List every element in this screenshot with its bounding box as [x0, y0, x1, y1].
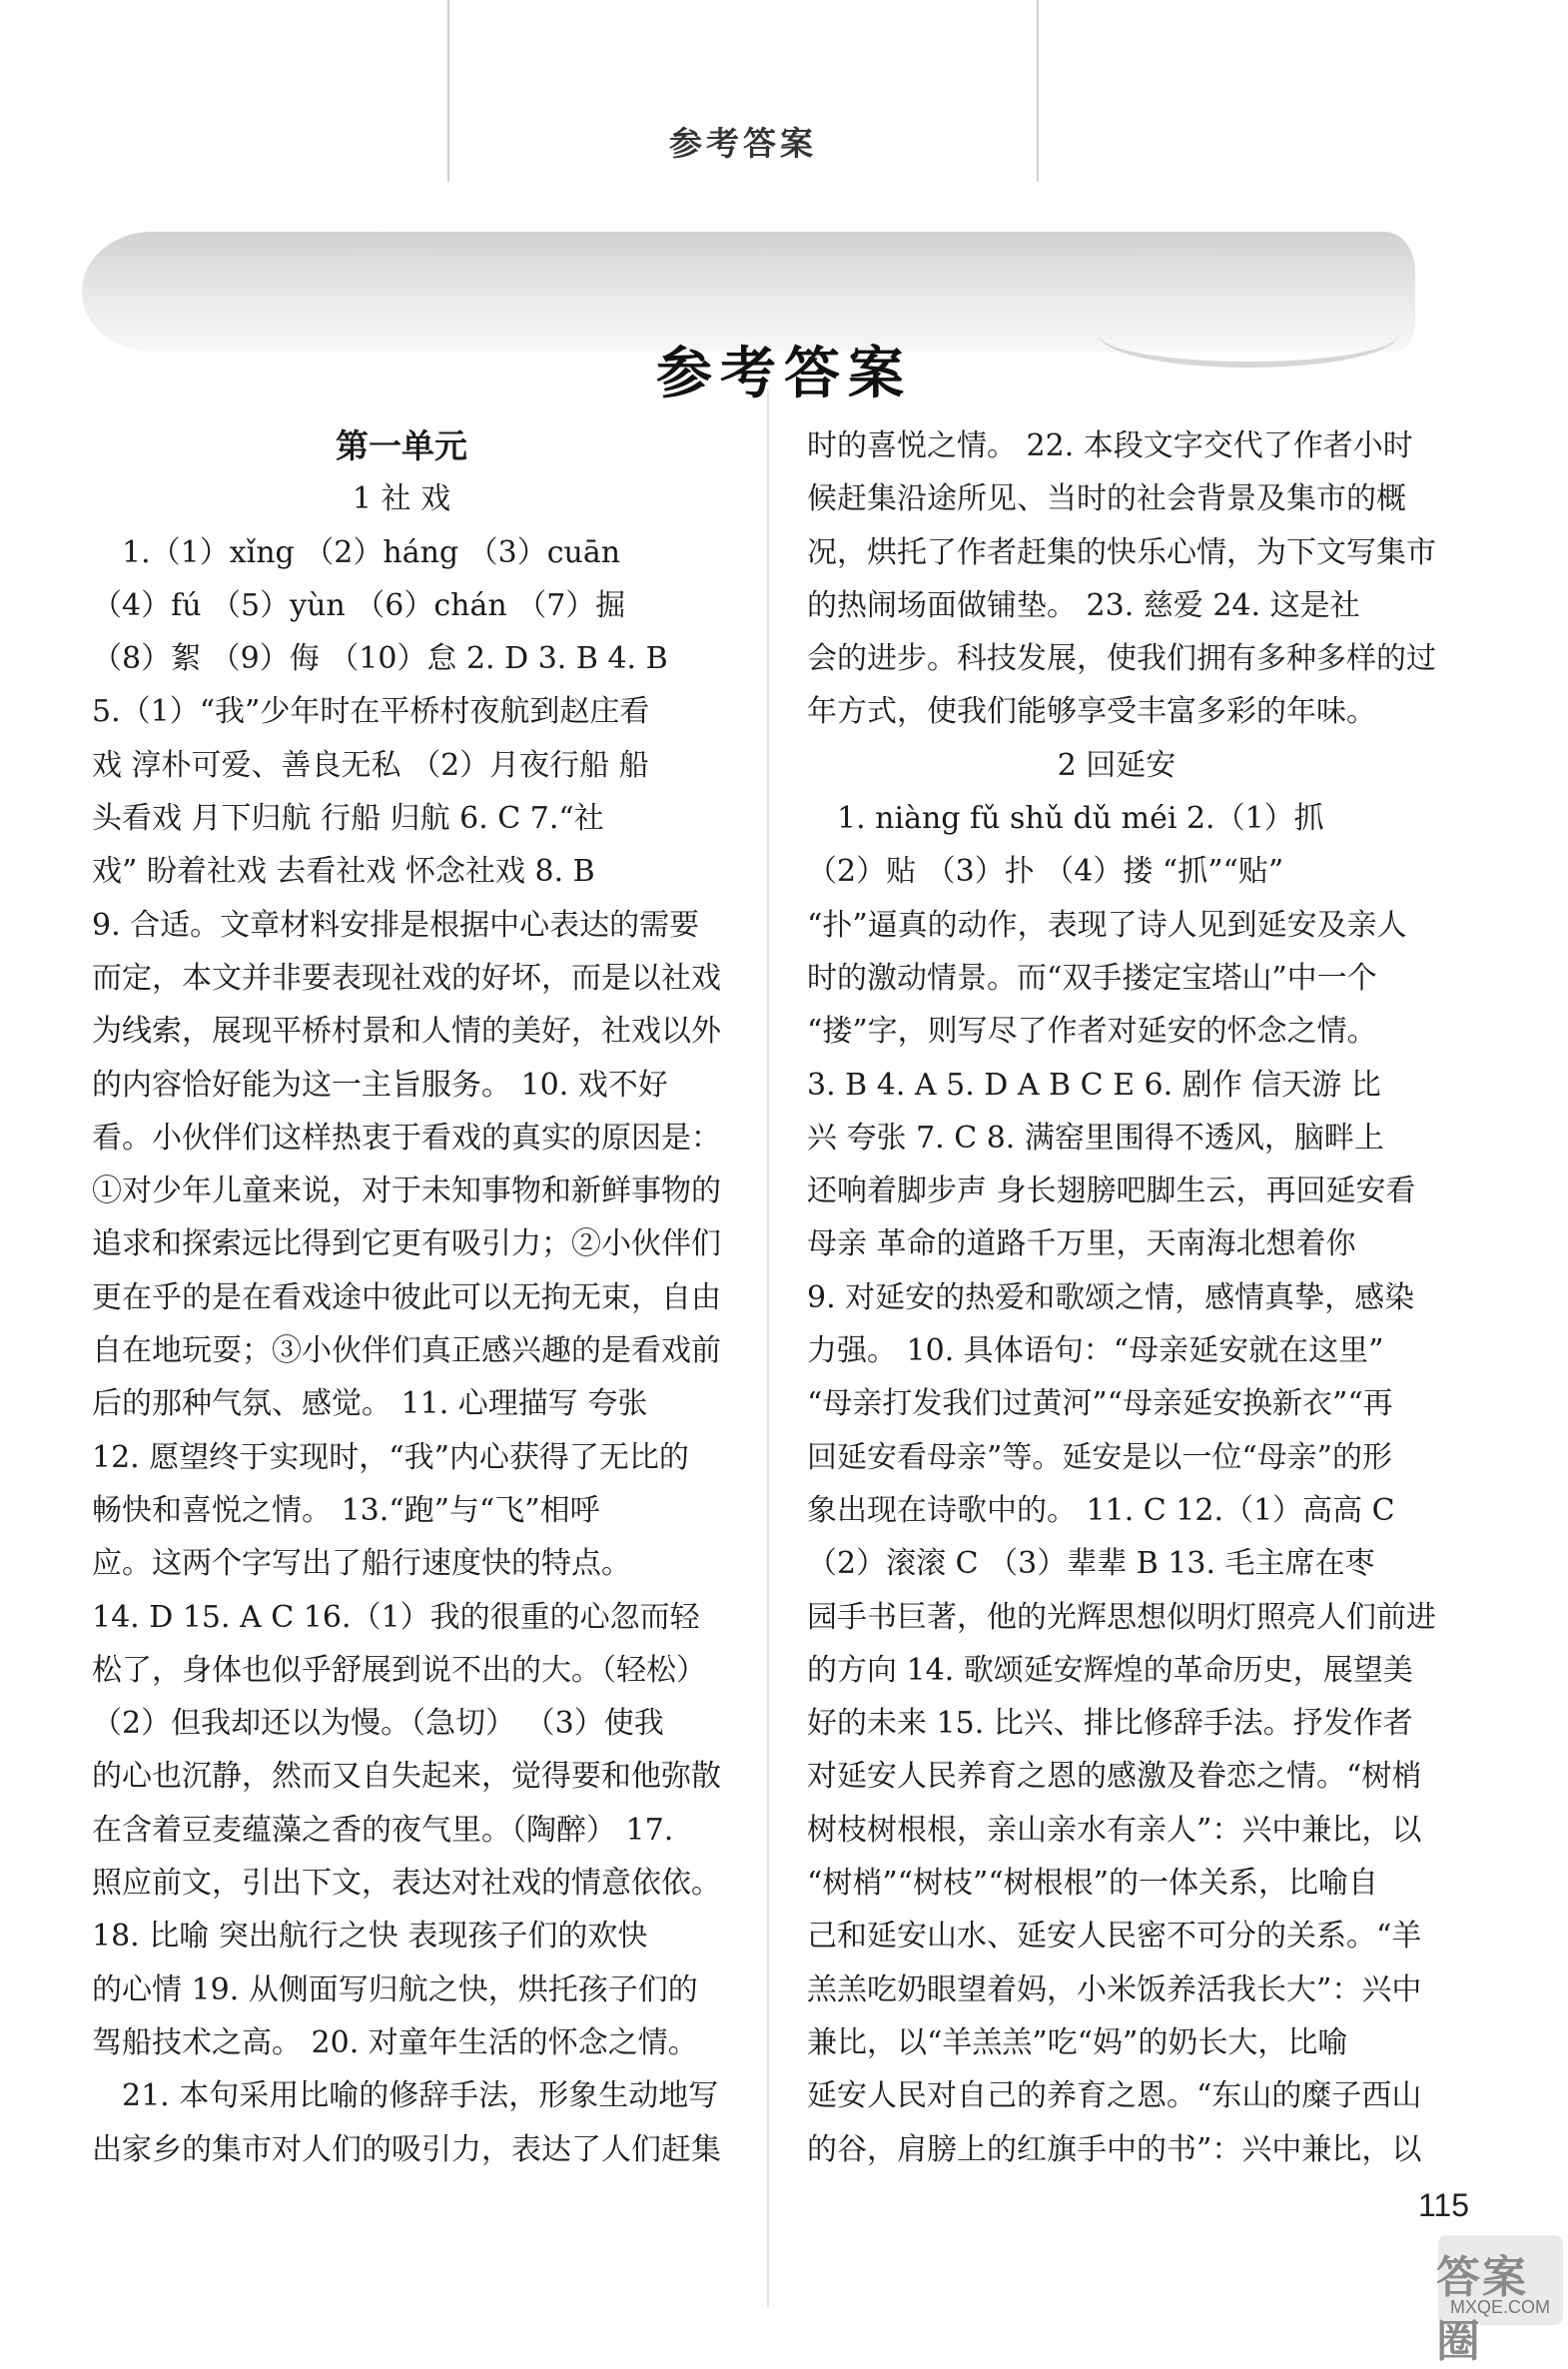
text-line: 况，烘托了作者赶集的快乐心情，为下文写集市	[807, 534, 1436, 570]
text-line: （2）贴 （3）扑 （4）搂 “抓”“贴”	[807, 854, 1284, 890]
lesson-title: 2 回延安	[1057, 747, 1176, 783]
running-header	[447, 0, 1039, 182]
text-line: 更在乎的是在看戏途中彼此可以无拘无束，自由	[92, 1279, 721, 1315]
column-divider	[767, 390, 769, 2307]
text-line: 自在地玩耍；③小伙伴们真正感兴趣的是看戏前	[92, 1333, 721, 1369]
text-line: 追求和探索远比得到它更有吸引力；②小伙伴们	[92, 1226, 721, 1262]
text-line: 14. D 15. A C 16.（1）我的很重的心忽而轻	[92, 1599, 700, 1635]
text-line: 羔羔吃奶眼望着妈，小米饭养活我长大”：兴中	[807, 1972, 1422, 2007]
text-line: 1. niàng fǔ shǔ dǔ méi 2.（1）抓	[837, 801, 1324, 837]
text-line: 应。这两个字写出了船行速度快的特点。	[92, 1546, 631, 1582]
text-line: 候赶集沿途所见、当时的社会背景及集市的概	[807, 481, 1406, 517]
text-line: 兼比，以“羊羔羔”吃“妈”的奶长大，比喻	[807, 2024, 1348, 2060]
left-column	[92, 419, 721, 2176]
text-line: 的内容恰好能为这一主旨服务。 10. 戏不好	[92, 1067, 668, 1103]
text-line: （4）fú （5）yùn （6）chán （7）掘	[92, 587, 626, 623]
text-line: 出家乡的集市对人们的吸引力，表达了人们赶集	[92, 2131, 721, 2167]
text-line: 的热闹场面做铺垫。 23. 慈爱 24. 这是社	[807, 587, 1360, 623]
text-line: 树枝树根根，亲山亲水有亲人”：兴中兼比，以	[807, 1812, 1422, 1848]
text-line: 己和延安山水、延安人民密不可分的关系。“羊	[807, 1919, 1422, 1955]
text-line: 会的进步。科技发展，使我们拥有多种多样的过	[807, 641, 1436, 677]
text-line: “搂”字，则写尽了作者对延安的怀念之情。	[807, 1014, 1377, 1050]
page-title: 参考答案	[656, 342, 912, 406]
watermark-text: 答案圈	[1436, 2253, 1528, 2366]
text-line: 为线索，展现平桥村景和人情的美好，社戏以外	[92, 1014, 721, 1050]
running-header-label: 参考答案	[669, 124, 817, 163]
text-line: 松了，身体也似乎舒展到说不出的大。（轻松）	[92, 1652, 706, 1688]
text-line: 头看戏 月下归航 行船 归航 6. C 7.“社	[92, 801, 604, 837]
text-line: 的心也沉静，然而又自失起来，觉得要和他弥散	[92, 1759, 721, 1795]
text-line: 戏 淳朴可爱、善良无私 （2）月夜行船 船	[92, 747, 649, 783]
text-line: 驾船技术之高。 20. 对童年生活的怀念之情。	[92, 2024, 698, 2060]
text-line: 时的激动情景。而“双手搂定宝塔山”中一个	[807, 960, 1377, 996]
text-line: “树梢”“树枝”“树根根”的一体关系，比喻自	[807, 1866, 1379, 1902]
text-line: 9. 合适。文章材料安排是根据中心表达的需要	[92, 907, 700, 943]
text-line: 21. 本句采用比喻的修辞手法，形象生动地写	[122, 2078, 719, 2114]
text-line: ①对少年儿童来说，对于未知事物和新鲜事物的	[92, 1174, 721, 1209]
text-line: 的方向 14. 歌颂延安辉煌的革命历史，展望美	[807, 1652, 1413, 1688]
text-line: （8）絮 （9）侮 （10）怠 2. D 3. B 4. B	[92, 641, 668, 677]
text-line: 兴 夸张 7. C 8. 满窑里围得不透风，脑畔上	[807, 1120, 1384, 1156]
text-line: 延安人民对自己的养育之恩。“东山的糜子西山	[807, 2078, 1422, 2114]
text-line: 在含着豆麦蕴藻之香的夜气里。（陶醉） 17.	[92, 1812, 674, 1848]
text-line: 5.（1）“我”少年时在平桥村夜航到赵庄看	[92, 694, 650, 730]
text-line: 的谷，肩膀上的红旗手中的书”：兴中兼比，以	[807, 2131, 1422, 2167]
text-line: 照应前文，引出下文，表达对社戏的情意依依。	[92, 1866, 721, 1902]
text-line: 的心情 19. 从侧面写归航之快，烘托孩子们的	[92, 1972, 698, 2007]
text-line: 看。小伙伴们这样热衷于看戏的真实的原因是：	[92, 1120, 721, 1156]
text-line: 18. 比喻 突出航行之快 表现孩子们的欢快	[92, 1919, 648, 1955]
text-line: 后的那种气氛、感觉。 11. 心理描写 夸张	[92, 1386, 648, 1422]
text-line: 畅快和喜悦之情。 13.“跑”与“飞”相呼	[92, 1492, 600, 1528]
unit-title: 第一单元	[336, 426, 467, 465]
lesson-title: 1 社 戏	[352, 481, 451, 517]
right-column	[807, 419, 1436, 2176]
text-line: 力强。 10. 具体语句：“母亲延安就在这里”	[807, 1333, 1384, 1369]
text-line: 9. 对延安的热爱和歌颂之情，感情真挚，感染	[807, 1279, 1415, 1315]
text-line: 3. B 4. A 5. D A B C E 6. 剧作 信天游 比	[807, 1067, 1381, 1103]
text-line: 1.（1）xǐng （2）háng （3）cuān	[122, 534, 621, 570]
text-line: 对延安人民养育之恩的感激及眷恋之情。“树梢	[807, 1759, 1422, 1795]
text-line: （2）滚滚 C （3）辈辈 B 13. 毛主席在枣	[807, 1546, 1375, 1582]
text-line: 戏” 盼着社戏 去看社戏 怀念社戏 8. B	[92, 854, 595, 890]
text-line: 回延安看母亲”等。延安是以一位“母亲”的形	[807, 1439, 1393, 1475]
text-line: （2）但我却还以为慢。（急切） （3）使我	[92, 1706, 664, 1742]
text-line: 而定，本文并非要表现社戏的好坏，而是以社戏	[92, 960, 721, 996]
text-line: 12. 愿望终于实现时，“我”内心获得了无比的	[92, 1439, 689, 1475]
text-line: “扑”逼真的动作，表现了诗人见到延安及亲人	[807, 907, 1407, 943]
text-line: 母亲 革命的道路千万里，天南海北想着你	[807, 1226, 1356, 1262]
text-line: 还响着脚步声 身长翅膀吧脚生云，再回延安看	[807, 1174, 1416, 1209]
text-line: 好的未来 15. 比兴、排比修辞手法。抒发作者	[807, 1706, 1413, 1742]
text-line: 园手书巨著，他的光辉思想似明灯照亮人们前进	[807, 1599, 1436, 1635]
page-number: 115	[1418, 2187, 1470, 2223]
text-line: 年方式，使我们能够享受丰富多彩的年味。	[807, 694, 1376, 730]
text-line: 时的喜悦之情。 22. 本段文字交代了作者小时	[807, 428, 1413, 463]
watermark-url: MXQE.COM	[1450, 2297, 1551, 2317]
text-line: “母亲打发我们过黄河”“母亲延安换新衣”“再	[807, 1386, 1393, 1422]
text-line: 象出现在诗歌中的。 11. C 12.（1）高高 C	[807, 1492, 1395, 1528]
